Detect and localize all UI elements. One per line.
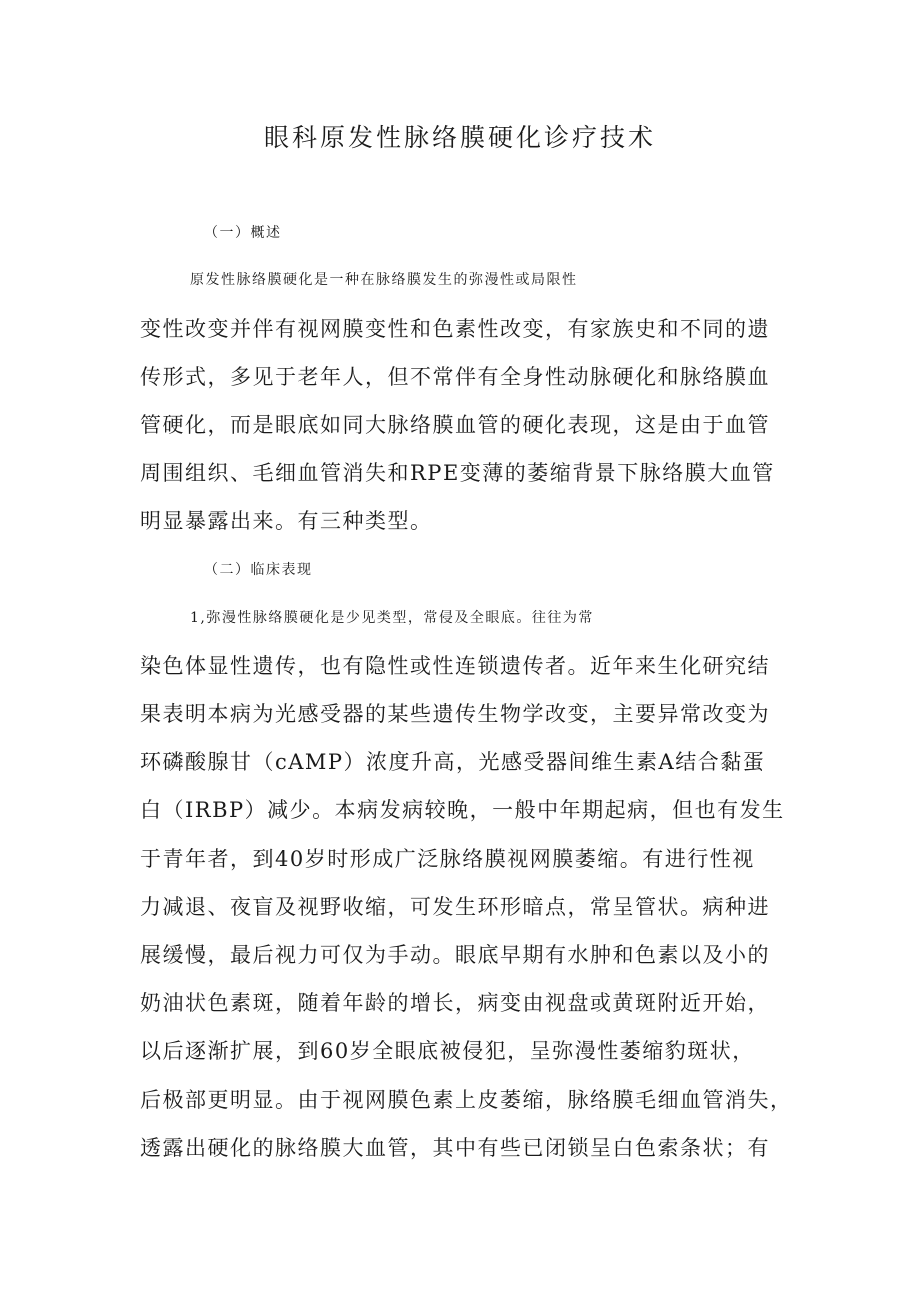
section-heading-overview: （一）概述 [204, 225, 282, 241]
paragraph-line: 1,弥漫性脉络膜硬化是少见类型，常侵及全眼底。往往为常 [190, 610, 594, 626]
document-title: 眼科原发性脉络膜硬化诊疗技术 [263, 123, 656, 152]
paragraph-line: 展缓慢，最后视力可仅为手动。眼底早期有水肿和色素以及小的 [140, 943, 770, 967]
paragraph-line: 白（IRBP）减少。本病发病较晚，一般中年期起病，但也有发生 [140, 798, 785, 822]
paragraph-line: 果表明本病为光感受器的某些遗传生物学改变，主要异常改变为 [140, 702, 770, 726]
paragraph-line: 周围组织、毛细血管消失和RPE变薄的萎缩背景下脉络膜大血管 [140, 461, 775, 485]
paragraph-line: 于青年者，到40岁时形成广泛脉络膜视网膜萎缩。有进行性视 [140, 847, 755, 871]
paragraph-line: 明显暴露出来。有三种类型。 [140, 509, 433, 533]
paragraph-line: 以后逐渐扩展，到60岁全眼底被侵犯，呈弥漫性萎缩豹斑状， [140, 1039, 755, 1063]
paragraph-line: 奶油状色素斑，随着年龄的增长，病变由视盘或黄斑附近开始， [140, 991, 770, 1015]
paragraph-line: 力减退、夜盲及视野收缩，可发生环形暗点，常呈管状。病种进 [140, 895, 770, 919]
paragraph-line: 环磷酸腺甘（cAMP）浓度升高，光感受器间维生素A结合黏蛋 [140, 750, 766, 774]
paragraph-line: 原发性脉络膜硬化是一种在脉络膜发生的弥漫性或局限性 [190, 272, 578, 288]
paragraph-line: 传形式，多见于老年人，但不常伴有全身性动脉硬化和脉络膜血 [140, 365, 770, 389]
paragraph-line: 染色体显性遗传，也有隐性或性连锁遗传者。近年来生化研究结 [140, 654, 770, 678]
section-heading-clinical: （二）临床表现 [204, 562, 313, 578]
paragraph-line: 后极部更明显。由于视网膜色素上皮萎缩，脉络膜毛细血管消失， [140, 1088, 793, 1112]
paragraph-line: 管硬化，而是眼底如同大脉络膜血管的硬化表现，这是由于血管 [140, 413, 770, 437]
paragraph-line: 透露出硬化的脉络膜大血管，其中有些已闭锁呈白色索条状；有 [140, 1136, 770, 1160]
paragraph-line: 变性改变并伴有视网膜变性和色素性改变，有家族史和不同的遗 [140, 317, 770, 341]
